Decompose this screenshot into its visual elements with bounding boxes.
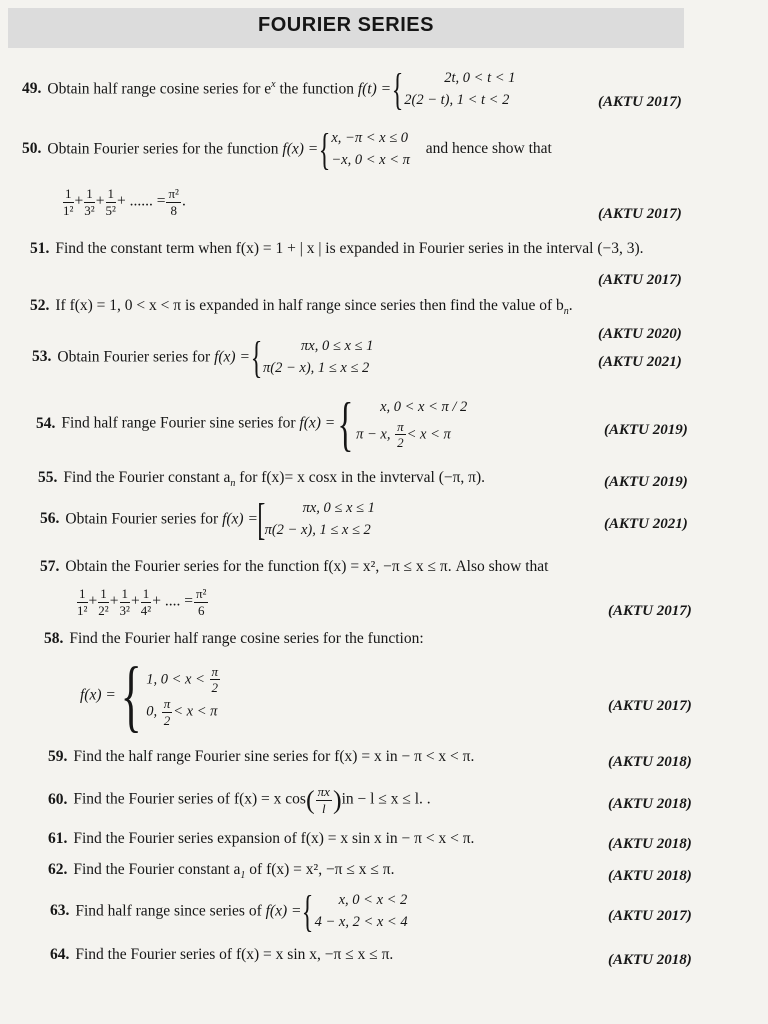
source-tag: (AKTU 2018) xyxy=(608,836,692,852)
source-tag: (AKTU 2021) xyxy=(604,516,688,532)
source-tag: (AKTU 2019) xyxy=(604,422,688,438)
question-59: 59. Find the half range Fourier sine series for f(x) = x in − π < x < π. xyxy=(48,748,475,765)
source-tag: (AKTU 2018) xyxy=(608,868,692,884)
question-50: 50. Obtain Fourier series for the function f(x) ={ x, −π < x ≤ 0 −x, 0 < x < π and hence show that xyxy=(22,124,552,174)
question-55: 55. Find the Fourier constant $a_n$ for f(x)= x cosx in the invterval (−π, π). xyxy=(38,469,486,490)
source-tag: (AKTU 2017) xyxy=(608,603,692,619)
question-57: 57. Obtain the Fourier series for the function f(x) = x², −π ≤ x ≤ π. Also show that xyxy=(40,558,549,575)
question-62: 62. Find the Fourier constant $a_1$ of f(x) = x², −π ≤ x ≤ π. xyxy=(48,861,395,882)
question-61: 61. Find the Fourier series expansion of f(x) = x sin x in − π < x < π. xyxy=(48,830,475,847)
source-tag: (AKTU 2017) xyxy=(598,206,682,222)
source-tag: (AKTU 2021) xyxy=(598,354,682,370)
question-57-series: $\frac{1}{\text{1²}}$ + $\frac{1}{\text{2²}}$ + $\frac{1}{\text{3²}}$ + $\frac{1}{\text{4²}}$ + .... = $\frac{\text{π²}}{6}$ xyxy=(77,586,207,618)
header-band xyxy=(8,8,684,48)
source-tag: (AKTU 2018) xyxy=(608,754,692,770)
question-63: 63. Find half range since series of f(x) ={ x, 0 < x < 2 4 − x, 2 < x < 4 xyxy=(50,886,408,936)
question-53: 53. Obtain Fourier series for f(x) ={ πx, 0 ≤ x ≤ 1 π(2 − x), 1 ≤ x ≤ 2 xyxy=(32,332,374,382)
question-50-series: $\frac{1}{\text{1²}}$ + $\frac{1}{\text{3²}}$ + $\frac{1}{\text{5²}}$ + ...... = $\frac{\text{π²}}{8}$ . xyxy=(63,186,186,218)
question-64: 64. Find the Fourier series of f(x) = x sin x, −π ≤ x ≤ π. xyxy=(50,946,394,963)
source-tag: (AKTU 2017) xyxy=(608,908,692,924)
question-52: 52. If f(x) = 1, 0 < x < π is expanded in half range since series then find the value of $b_n$. xyxy=(30,297,573,318)
question-58: 58. Find the Fourier half range cosine series for the function: xyxy=(44,630,424,647)
question-51: 51. Find the constant term when f(x) = 1 + | x | is expanded in Fourier series in the interval (−3, 3). xyxy=(30,240,644,257)
source-tag: (AKTU 2017) xyxy=(598,272,682,288)
source-tag: (AKTU 2017) xyxy=(608,698,692,714)
source-tag: (AKTU 2020) xyxy=(598,326,682,342)
question-60: 60. Find the Fourier series of f(x) = x cos( $\frac{\pi x}{l}$ )in − l ≤ x ≤ l. . xyxy=(48,784,431,816)
source-tag: (AKTU 2017) xyxy=(598,94,682,110)
source-tag: (AKTU 2019) xyxy=(604,474,688,490)
question-56: 56. Obtain Fourier series for f(x) =[ πx, 0 ≤ x ≤ 1 π(2 − x), 1 ≤ x ≤ 2 xyxy=(40,494,375,544)
source-tag: (AKTU 2018) xyxy=(608,952,692,968)
page-title: FOURIER SERIES xyxy=(258,14,434,36)
question-58-function: f(x) ={ 1, 0 < x < $\frac{\pi}{2}$ 0, $\frac{\pi}{2}$ < x < π xyxy=(80,652,219,740)
source-tag: (AKTU 2018) xyxy=(608,796,692,812)
question-49: 49. Obtain half range cosine series for $e^x$ the function f(t) ={ 2t, 0 < t < 1 2(2 − t), 1 < t < 2 xyxy=(22,64,516,114)
question-54: 54. Find half range Fourier sine series for f(x) ={ x, 0 < x < π / 2 π − x, $\frac{\pi}{2}$ < x < π xyxy=(36,391,468,457)
